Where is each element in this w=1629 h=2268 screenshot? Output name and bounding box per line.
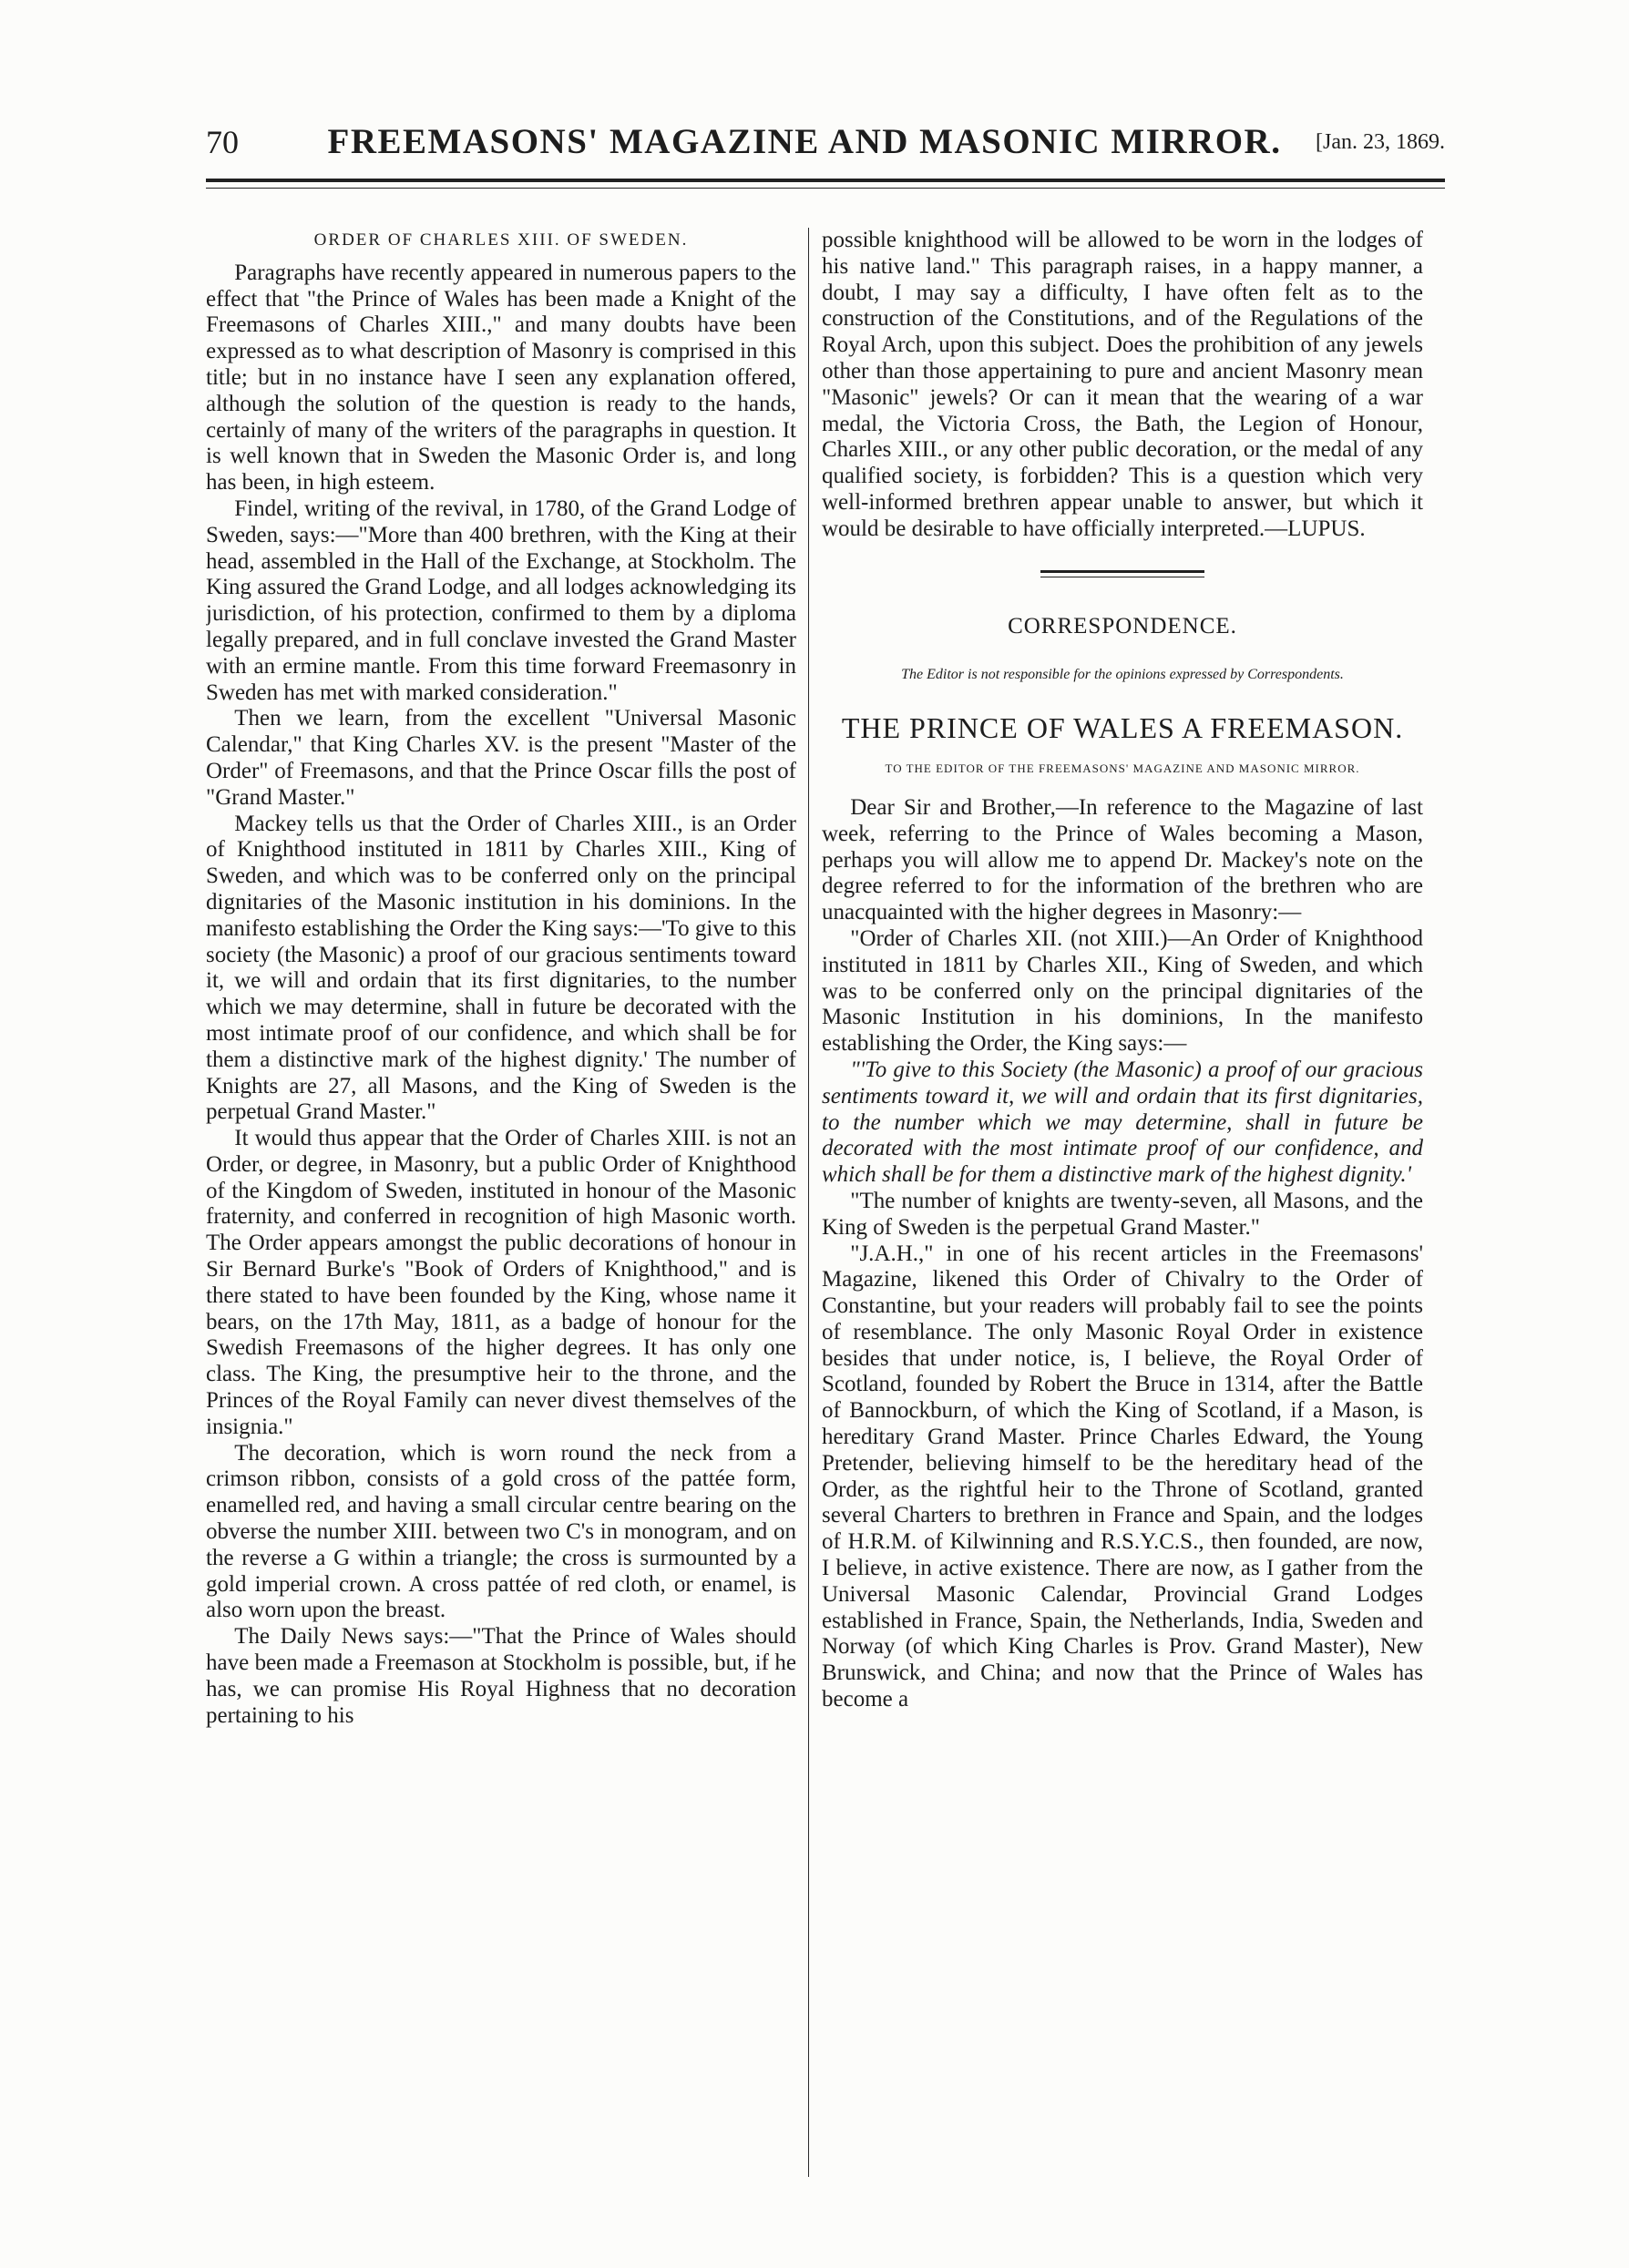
right-column: [822, 228, 1423, 2177]
issue-date: [Jan. 23, 1869.: [1316, 130, 1445, 154]
header-rule-thin: [206, 188, 1445, 189]
right-paragraph-1: Dear Sir and Brother,—In reference to the Magazine of last week, referring to the Prince of Wales becoming a Mason, perhaps you will allow me to append Dr. Mackey's note on the degree referred to for the information of the brethren who are unacquainted with the higher degrees in Masonry:—: [822, 794, 1423, 925]
page-number: 70: [206, 124, 239, 160]
article-heading: ORDER OF CHARLES XIII. OF SWEDEN.: [313, 230, 689, 250]
left-paragraph-3: Then we learn, from the excellent "Universal Masonic Calendar," that King Charles XV. is the present "Master of the Order" of Freemasons, and that the Prince Oscar fills the post of "Grand Master.": [206, 706, 796, 810]
left-paragraph-5: It would thus appear that the Order of Charles XIII. is not an Order, or degree, in Masonry, but a public Order of Knighthood of the Kingdom of Sweden, instituted in honour of the Masonic fraternity, and conferred in recognition of high Masonic worth. The Order appears amongst the public decorations of honour in Sir Bernard Burke's "Book of Orders of Knighthood," and is there stated to have been founded by the King, whose name it bears, on the 17th May, 1811, as a badge of honour for the Swedish Freemasons of the higher degrees. It has only one class. The King, the presumptive heir to the throne, and the Princes of the Royal Family can never divest themselves of the insignia.": [206, 1126, 796, 1439]
column-divider: [808, 228, 809, 2177]
right-paragraph-2: "Order of Charles XII. (not XIII.)—An Order of Knighthood instituted in 1811 by Charles XII., King of Sweden, and which was to be conferred only on the principal dignitaries of the Masonic Institution in his dominions, In the manifesto establishing the Order, the King says:—: [822, 925, 1423, 1057]
left-paragraph-6: The decoration, which is worn round the neck from a crimson ribbon, consists of a gold cross of the pattée form, enamelled red, and having a small circular centre bearing on the obverse the number XIII. between two C's in monogram, and on the reverse a G within a triangle; the cross is surmounted by a gold imperial crown. A cross pattée of red cloth, or enamel, is also worn upon the breast.: [206, 1440, 796, 1623]
page-header: [206, 124, 1445, 179]
right-continuation-paragraph: possible knighthood will be allowed to be worn in the lodges of his native land." This paragraph raises, in a happy manner, a doubt, I may say a difficulty, I have often felt as to the construction of the Constitutions, and of the Regulations of the Royal Arch, upon this subject. Does the prohibition of any jewels other than those appertaining to pure and ancient Masonry mean "Masonic" jewels? Or can it mean that the wearing of a war medal, the Victoria Cross, the Bath, the Legion of Honour, Charles XIII., or any other public decoration, or the medal of any qualified society, is forbidden? This is a question which very well-informed brethren appear unable to answer, but which it would be desirable to have officially interpreted.—LUPUS.: [822, 228, 1423, 541]
left-paragraph-2: Findel, writing of the revival, in 1780, of the Grand Lodge of Sweden, says:—"More than 400 brethren, with the King at their head, assembled in the Hall of the Exchange, at Stockholm. The King assured the Grand Lodge, and all lodges acknowledging its jurisdiction, of his protection, confirmed to them by a diploma legally prepared, and in full conclave invested the Grand Master with an ermine mantle. From this time forward Freemasonry in Sweden has met with marked consideration.": [206, 495, 796, 705]
header-rule-thick: [206, 179, 1445, 182]
correspondence-heading: CORRESPONDENCE.: [1008, 613, 1237, 639]
masthead-title: FREEMASONS' MAGAZINE AND MASONIC MIRROR.: [327, 122, 1282, 161]
section-divider: [1040, 570, 1204, 577]
letter-title: THE PRINCE OF WALES A FREEMASON.: [841, 711, 1404, 745]
quoted-manifesto: "'To give to this Society (the Masonic) a proof of our gracious sentiments toward it, we will and ordain that its first dignitaries, to the number which we may determine, shall in future be decorated with the most intimate proof of our confidence, and which shall be for them a distinctive mark of the highest dignity.': [822, 1057, 1423, 1188]
right-paragraph-3: "The number of knights are twenty-seven, all Masons, and the King of Sweden is the perpetual Grand Master.": [822, 1188, 1423, 1240]
left-paragraph-4: Mackey tells us that the Order of Charles XIII., is an Order of Knighthood instituted in 1811 by Charles XIII., King of Sweden, and which was to be conferred only on the principal dignitaries of the Masonic institution in his dominions. In the manifesto establishing the Order the King says:—'To give to this society (the Masonic) a proof of our gracious sentiments toward it, we will and ordain that its first dignitaries, to the number which we may determine, shall in future be decorated with the most intimate proof of our confidence, and which shall be for them a distinctive mark of the highest dignity.' The number of Knights are 27, all Masons, and the King of Sweden is the perpetual Grand Master.": [206, 811, 796, 1125]
letter-addressee: TO THE EDITOR OF THE FREEMASONS' MAGAZINE AND MASONIC MIRROR.: [885, 761, 1360, 776]
left-column: [206, 228, 796, 2177]
right-paragraph-4: "J.A.H.," in one of his recent articles in the Freemasons' Magazine, likened this Order of Chivalry to the Order of Constantine, but your readers will probably fail to see the points of resemblance. The only Masonic Royal Order in existence besides that under notice, is, I believe, the Royal Order of Scotland, founded by Robert the Bruce in 1314, after the Battle of Bannockburn, of which the King of Scotland, if a Mason, is hereditary Grand Master. Prince Charles Edward, the Young Pretender, believing himself to be the hereditary head of the Order, as the rightful heir to the Throne of Scotland, granted several Charters to brethren in France and Spain, and the lodges of H.R.M. of Kilwinning and R.S.Y.C.S., then founded, are now, I believe, in active existence. There are now, as I gather from the Universal Masonic Calendar, Provincial Grand Lodges established in France, Spain, the Netherlands, India, Sweden and Norway (of which King Charles is Prov. Grand Master), New Brunswick, and China; and now that the Prince of Wales has become a: [822, 1241, 1423, 1712]
editor-note: The Editor is not responsible for the opinions expressed by Correspondents.: [901, 667, 1344, 683]
left-paragraph-1: Paragraphs have recently appeared in numerous papers to the effect that "the Prince of Wales has been made a Knight of the Freemasons of Charles XIII.," and many doubts have been expressed as to what description of Masonry is comprised in this title; but in no instance have I seen any explanation offered, although the solution of the question is ready to the hands, certainly of many of the writers of the paragraphs in question. It is well known that in Sweden the Masonic Order is, and long has been, in high esteem.: [206, 260, 796, 495]
left-paragraph-7: The Daily News says:—"That the Prince of Wales should have been made a Freemason at Stockholm is possible, but, if he has, we can promise His Royal Highness that no decoration pertaining to his: [206, 1624, 796, 1728]
